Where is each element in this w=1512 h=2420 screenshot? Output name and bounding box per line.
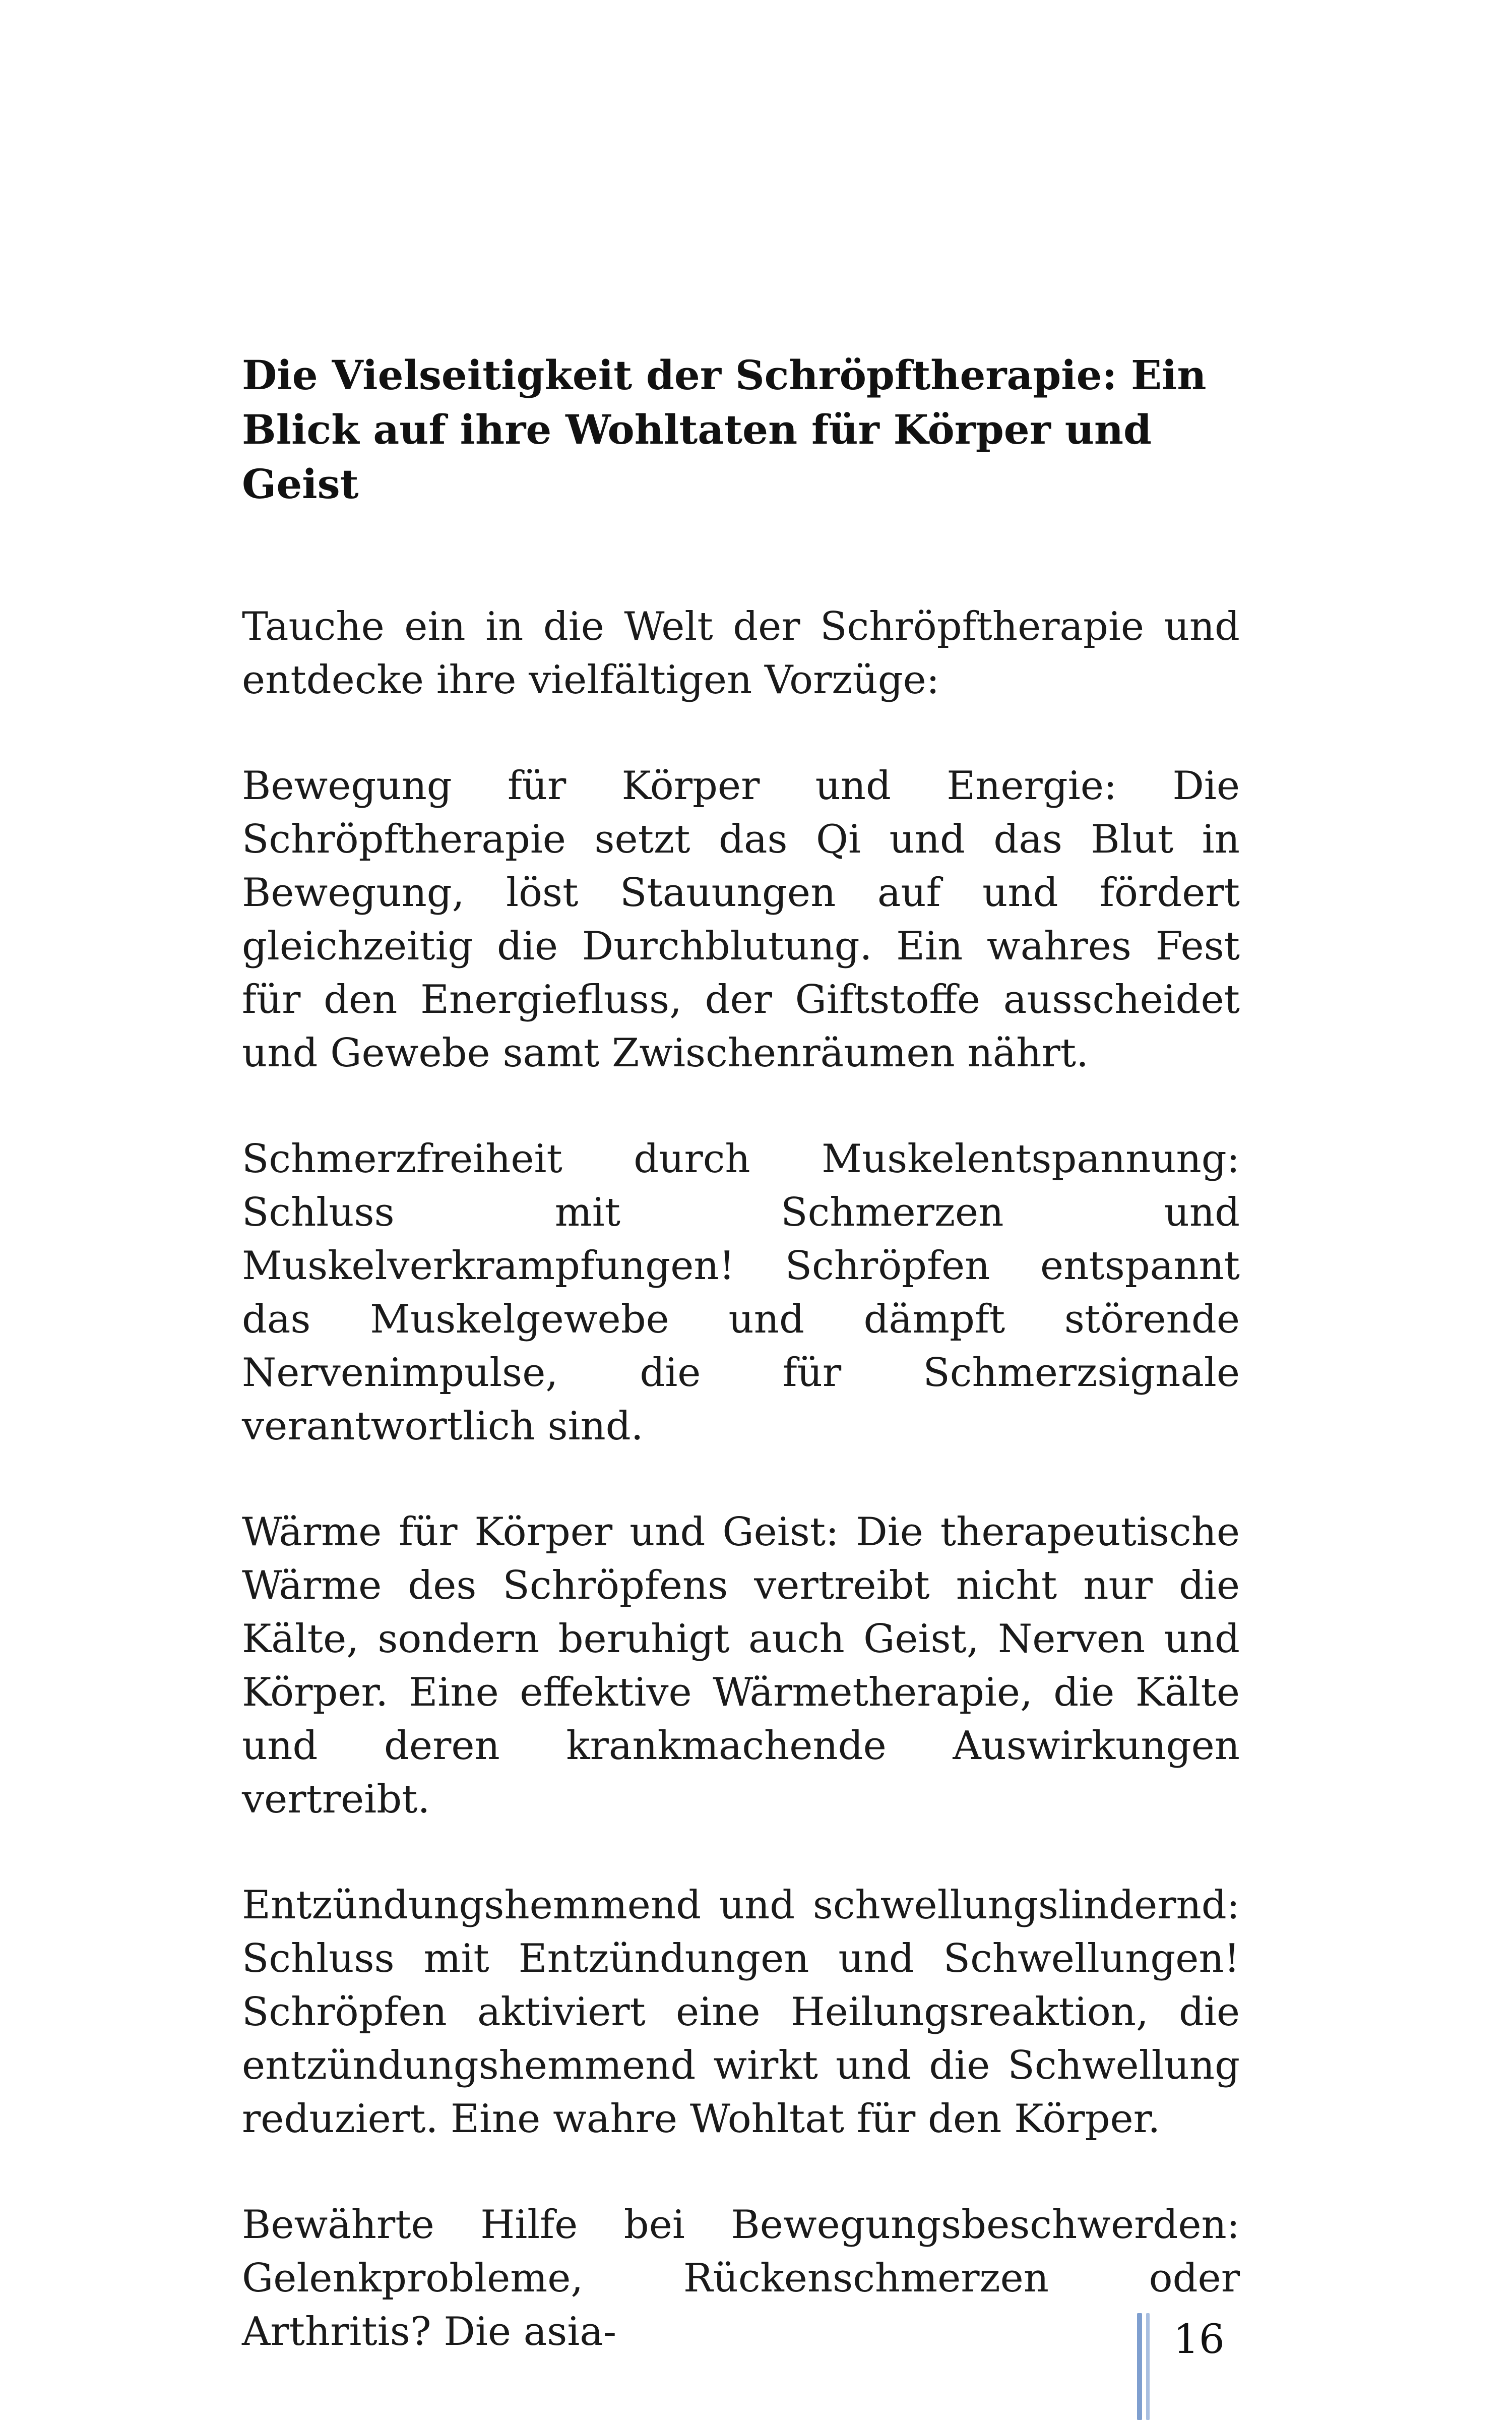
- page-rule-secondary: [1146, 2313, 1150, 2420]
- paragraph-movement-energy: Bewegung für Körper und Energie: Die Schröpftherapie setzt das Qi und das Blut in Bewegung, löst Stauungen auf und fördert gleichzeitig die Durchblutung. Ein wahres Fest für den Energiefluss, der Giftstoffe ausscheidet und Gewebe samt Zwischenräumen nährt.: [242, 763, 1240, 1076]
- page-rule-primary: [1137, 2313, 1142, 2420]
- intro-paragraph: Tauche ein in die Welt der Schröpftherapie und entdecke ihre vielfältigen Vorzüge:: [242, 604, 1240, 703]
- page-number: 16: [1173, 2316, 1225, 2363]
- paragraph-mobility: Bewährte Hilfe bei Bewegungsbeschwerden: Gelenkprobleme, Rückenschmerzen oder Arthritis? Die asia-: [242, 2202, 1240, 2354]
- chapter-title: Die Vielseitigkeit der Schröpftherapie: Ein Blick auf ihre Wohltaten für Körper und Geist: [242, 351, 1207, 508]
- paragraph-warmth: Wärme für Körper und Geist: Die therapeutische Wärme des Schröpfens vertreibt nicht nur die Kälte, sondern beruhigt auch Geist, Nerven und Körper. Eine effektive Wärmetherapie, die Kälte und deren krankmachende Auswirkungen vertreibt.: [242, 1509, 1240, 1822]
- paragraph-anti-inflammatory: Entzündungshemmend und schwellungslindernd: Schluss mit Entzündungen und Schwellungen! Schröpfen aktiviert eine Heilungsreaktion, die entzündungshemmend wirkt und die Schwellung reduziert. Eine wahre Wohltat für den Körper.: [242, 1883, 1240, 2142]
- page-number-rule: [1137, 2313, 1157, 2420]
- paragraph-pain-relief: Schmerzfreiheit durch Muskelentspannung: Schluss mit Schmerzen und Muskelverkrampfungen! Schröpfen entspannt das Muskelgewebe und dämpft störende Nervenimpulse, die für Schmerzsignale verantwortlich sind.: [242, 1136, 1240, 1449]
- page-content: [242, 348, 1240, 2358]
